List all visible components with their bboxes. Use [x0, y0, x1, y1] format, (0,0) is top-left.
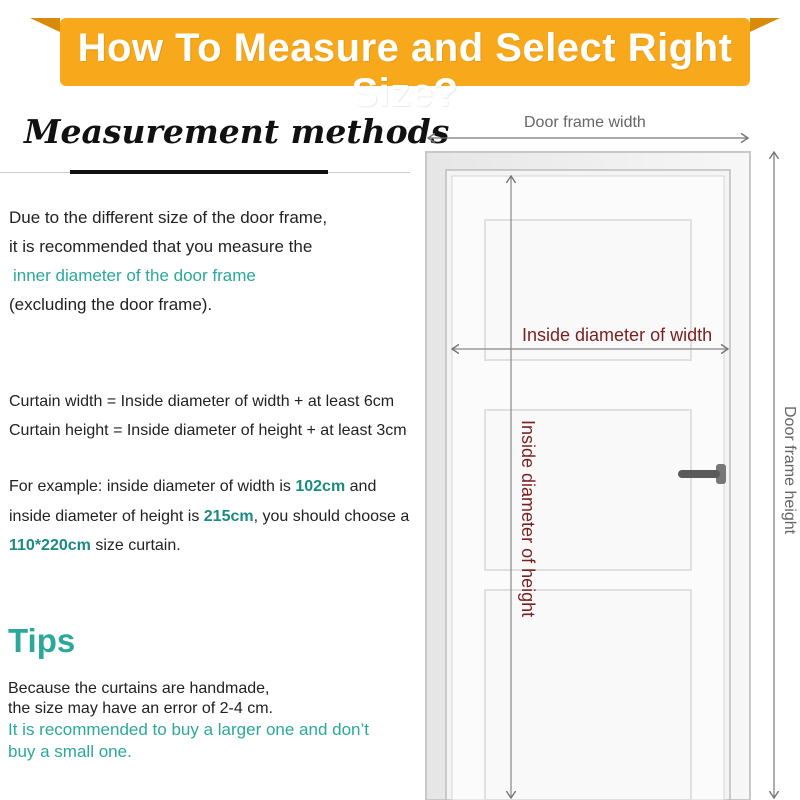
label-inside-width: Inside diameter of width: [522, 325, 713, 345]
banner-title: How To Measure and Select Right Size?: [77, 26, 733, 115]
example-line-1: [9, 478, 376, 496]
door-illustration: [400, 100, 800, 800]
example-text-a: For example: inside diameter of width is: [9, 478, 291, 495]
intro-line-2: it is recommended that you measure the: [9, 237, 313, 256]
example-size-value: 110*220cm: [9, 537, 91, 554]
formula-height: Curtain height = Inside diameter of height + at least 3cm: [9, 422, 407, 439]
label-door-frame-width: Door frame width: [524, 114, 646, 131]
door-handle: [678, 470, 720, 478]
door-panel-bottom: [485, 590, 691, 800]
banner-fold-right: [750, 18, 780, 32]
tip-line-1: Because the curtains are handmade,: [8, 680, 270, 697]
label-door-frame-height: Door frame height: [781, 406, 798, 535]
example-text-b: and: [349, 478, 377, 495]
intro-line-4: (excluding the door frame).: [9, 295, 213, 314]
door-panel-middle: [485, 410, 691, 570]
example-text-c: inside diameter of height is: [9, 508, 200, 525]
example-text-d: , you should choose a: [253, 508, 410, 525]
example-text-e: size curtain.: [95, 537, 181, 554]
example-width-value: 102cm: [295, 478, 346, 495]
example-line-3: [9, 537, 181, 555]
tip-line-3: It is recommended to buy a larger one and don’t: [8, 720, 369, 739]
formula-width: Curtain width = Inside diameter of width + at least 6cm: [9, 393, 395, 410]
tip-line-2: the size may have an error of 2-4 cm.: [8, 700, 273, 717]
intro-highlight: inner diameter of the door frame: [13, 266, 256, 285]
example-height-value: 215cm: [203, 508, 254, 525]
tips-title: Tips: [8, 622, 76, 659]
section-title: Measurement methods: [24, 112, 450, 151]
banner-fold-left: [30, 18, 60, 32]
title-underline: [70, 170, 328, 174]
intro-line-1: Due to the different size of the door frame,: [9, 208, 328, 227]
example-line-2: [9, 508, 409, 526]
label-inside-height: Inside diameter of height: [518, 420, 538, 618]
tip-line-4: buy a small one.: [8, 742, 132, 761]
